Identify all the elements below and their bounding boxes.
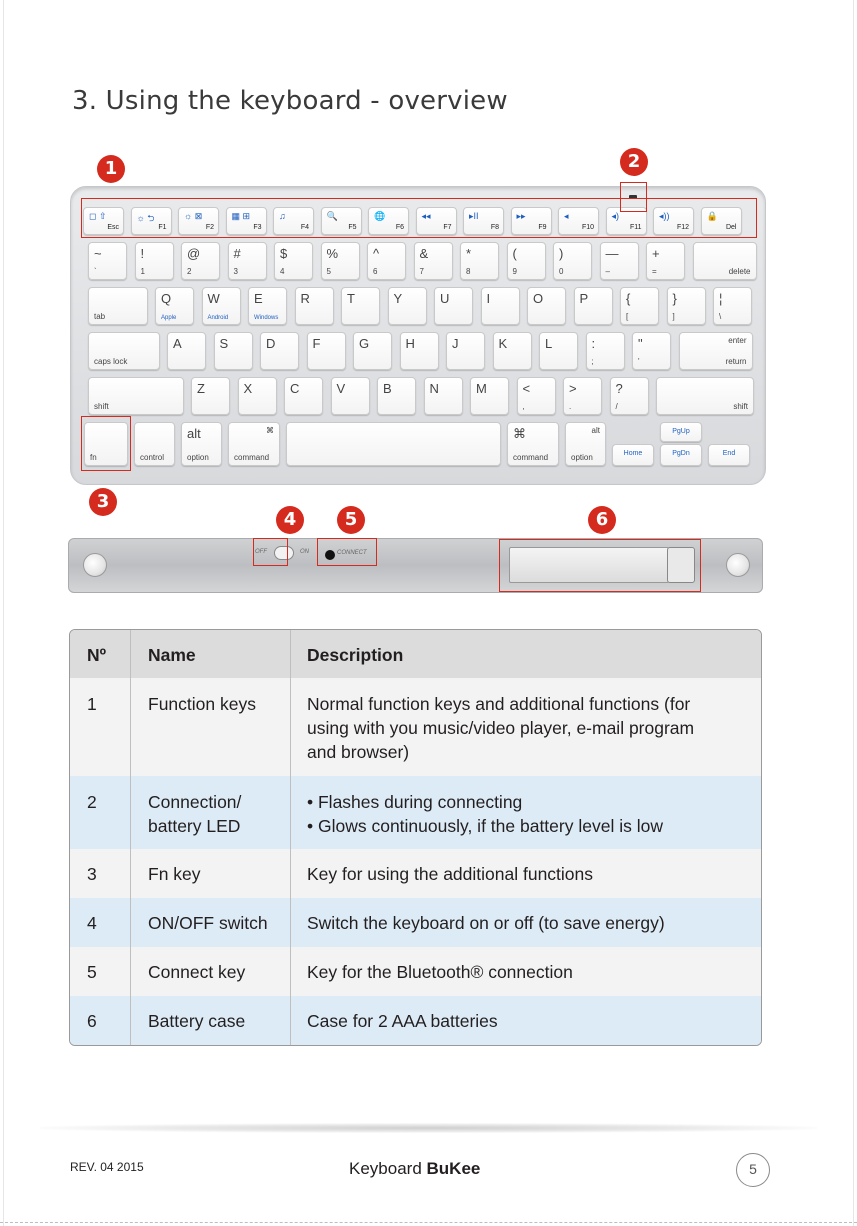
pgdn-key bbox=[660, 444, 702, 466]
fn-key-outline bbox=[81, 416, 131, 471]
row-desc-line: Normal function keys and additional functions (for bbox=[307, 694, 691, 714]
key-top: G bbox=[359, 336, 370, 351]
key-top: W bbox=[207, 291, 220, 306]
letter-key bbox=[167, 332, 206, 370]
key-bottom: / bbox=[615, 402, 618, 411]
key-top: $ bbox=[280, 246, 288, 261]
key-bottom: return bbox=[725, 357, 747, 366]
key-top: U bbox=[440, 291, 450, 306]
key-label: F5 bbox=[348, 224, 357, 231]
number-row-key bbox=[553, 242, 592, 280]
key-top: ⌘ bbox=[266, 426, 274, 435]
row-desc-line: • Flashes during connecting bbox=[307, 792, 523, 812]
row-name: Function keys bbox=[148, 694, 256, 714]
column-divider bbox=[130, 630, 131, 1045]
page-number: 5 bbox=[736, 1153, 770, 1187]
letter-key bbox=[424, 377, 463, 415]
key-icon: ☼ ⮌ bbox=[136, 213, 155, 223]
letter-key bbox=[388, 287, 427, 325]
letter-key bbox=[610, 377, 649, 415]
key-label: F4 bbox=[300, 224, 309, 231]
key-bottom: 1 bbox=[140, 267, 145, 276]
key-bottom: delete bbox=[728, 267, 751, 276]
key-top: I bbox=[486, 291, 491, 306]
key-top: — bbox=[605, 246, 619, 261]
marker-5: 5 bbox=[337, 506, 365, 534]
key-top: A bbox=[173, 336, 182, 351]
table-row bbox=[70, 849, 761, 898]
number-row-key bbox=[460, 242, 499, 280]
letter-key bbox=[88, 377, 184, 415]
key-top: * bbox=[466, 246, 472, 261]
letter-key bbox=[620, 287, 659, 325]
key-label: Home bbox=[623, 450, 643, 457]
key-bottom: ' bbox=[638, 357, 640, 366]
letter-key bbox=[679, 332, 753, 370]
key-icon: ◂◂ bbox=[421, 211, 431, 221]
connect-outline bbox=[317, 538, 377, 566]
key-label: F3 bbox=[253, 224, 262, 231]
key-bottom: ] bbox=[672, 312, 675, 321]
page-border-bottom bbox=[0, 1222, 857, 1223]
option-key-left bbox=[181, 422, 222, 466]
key-top: B bbox=[383, 381, 392, 396]
key-label: F7 bbox=[443, 224, 452, 231]
letter-key bbox=[88, 287, 148, 325]
header-name: Name bbox=[148, 645, 196, 665]
number-row-key bbox=[367, 242, 406, 280]
connect-label: CONNECT bbox=[337, 550, 367, 556]
row-desc: Switch the keyboard on or off (to save energy) bbox=[307, 913, 665, 933]
led-outline bbox=[620, 182, 647, 212]
marker-6: 6 bbox=[588, 506, 616, 534]
letter-key bbox=[88, 332, 160, 370]
key-top: E bbox=[254, 291, 263, 306]
key-top: } bbox=[672, 291, 677, 306]
key-label: F10 bbox=[581, 224, 594, 231]
key-bottom: 7 bbox=[419, 267, 424, 276]
number-row-key bbox=[693, 242, 757, 280]
key-label: F11 bbox=[629, 224, 642, 231]
letter-key bbox=[238, 377, 277, 415]
number-row-key bbox=[646, 242, 685, 280]
number-row-key bbox=[88, 242, 127, 280]
key-os-label: Windows bbox=[254, 315, 279, 321]
key-top: D bbox=[266, 336, 276, 351]
key-icon: ▸II bbox=[469, 211, 479, 221]
letter-key bbox=[539, 332, 578, 370]
key-bottom: 4 bbox=[280, 267, 285, 276]
function-keys-outline bbox=[81, 198, 757, 238]
key-label: End bbox=[722, 450, 736, 457]
key-bottom: . bbox=[569, 402, 572, 411]
number-row-key bbox=[321, 242, 360, 280]
key-top: ( bbox=[512, 246, 517, 261]
key-icon: 🔒 bbox=[706, 211, 718, 221]
page-border-left bbox=[3, 0, 4, 1226]
key-top: J bbox=[452, 336, 459, 351]
key-top: V bbox=[336, 381, 346, 396]
key-bottom: control bbox=[140, 453, 165, 462]
key-top: ) bbox=[559, 246, 564, 261]
battery-outline bbox=[499, 539, 701, 592]
number-row-key bbox=[228, 242, 267, 280]
revision-label: REV. 04 2015 bbox=[70, 1160, 144, 1174]
key-bottom: [ bbox=[626, 312, 629, 321]
row-desc-line: and browser) bbox=[307, 742, 410, 762]
key-top: P bbox=[579, 291, 589, 306]
header-description: Description bbox=[307, 645, 404, 665]
letter-key bbox=[307, 332, 346, 370]
off-label: OFF bbox=[255, 549, 267, 555]
key-label: F6 bbox=[395, 224, 404, 231]
key-top: alt bbox=[591, 426, 600, 435]
row-desc-line: • Glows continuously, if the battery level is low bbox=[307, 816, 663, 836]
command-key-left bbox=[228, 422, 280, 466]
key-icon: ☼ ⊠ bbox=[184, 211, 203, 221]
key-top: < bbox=[522, 381, 531, 396]
key-bottom: 6 bbox=[373, 267, 378, 276]
key-os-label: Android bbox=[207, 315, 229, 321]
letter-key bbox=[191, 377, 230, 415]
letter-key bbox=[667, 287, 706, 325]
column-divider bbox=[290, 630, 291, 1045]
footer-title-prefix: Keyboard bbox=[349, 1159, 427, 1178]
key-top: X bbox=[243, 381, 253, 396]
key-top: O bbox=[533, 291, 544, 306]
key-icon: 🔍 bbox=[326, 211, 338, 221]
key-top: N bbox=[429, 381, 439, 396]
letter-key bbox=[517, 377, 556, 415]
footer-title bbox=[349, 1159, 480, 1179]
key-bottom: 9 bbox=[512, 267, 517, 276]
row-desc-line: using with you music/video player, e-mail program bbox=[307, 718, 695, 738]
rubber-foot-right bbox=[726, 553, 750, 577]
letter-key bbox=[446, 332, 485, 370]
pgup-key bbox=[660, 422, 702, 442]
key-top: Q bbox=[161, 291, 172, 306]
control-key bbox=[134, 422, 175, 466]
key-top: F bbox=[312, 336, 321, 351]
key-top: H bbox=[405, 336, 415, 351]
table-row bbox=[70, 898, 761, 947]
key-bottom: 3 bbox=[233, 267, 238, 276]
row-desc: Key for the Bluetooth® connection bbox=[307, 962, 573, 982]
table-row bbox=[70, 947, 761, 996]
key-bottom: option bbox=[571, 453, 593, 462]
key-bottom: tab bbox=[94, 312, 106, 321]
row-name: Connect key bbox=[148, 962, 246, 982]
key-top: & bbox=[419, 246, 429, 261]
page-title: 3. Using the keyboard - overview bbox=[72, 86, 508, 116]
letter-key bbox=[155, 287, 194, 325]
space-bar bbox=[286, 422, 501, 466]
key-top: R bbox=[300, 291, 310, 306]
row-desc: Key for using the additional functions bbox=[307, 864, 594, 884]
table-row bbox=[70, 678, 761, 776]
key-os-label: Apple bbox=[161, 315, 177, 321]
key-top: + bbox=[652, 246, 660, 261]
row-name: ON/OFF switch bbox=[148, 913, 268, 933]
key-icon: 🌐 bbox=[374, 211, 386, 221]
letter-key bbox=[586, 332, 625, 370]
key-bottom: 0 bbox=[559, 267, 564, 276]
letter-key bbox=[632, 332, 671, 370]
key-top: { bbox=[626, 291, 631, 306]
key-bottom: fn bbox=[90, 453, 97, 462]
key-top: Y bbox=[393, 291, 403, 306]
key-top: Z bbox=[197, 381, 205, 396]
row-no: 2 bbox=[87, 792, 97, 812]
key-label: F9 bbox=[538, 224, 547, 231]
key-bottom: option bbox=[187, 453, 209, 462]
marker-3: 3 bbox=[89, 488, 117, 516]
page-border-right bbox=[853, 0, 854, 1226]
footer-divider bbox=[40, 1123, 817, 1133]
key-bottom: command bbox=[513, 453, 549, 462]
key-label: F12 bbox=[676, 224, 689, 231]
marker-2: 2 bbox=[620, 148, 648, 176]
key-icon: ▸▸ bbox=[516, 211, 526, 221]
key-top: # bbox=[233, 246, 241, 261]
key-bottom: 2 bbox=[187, 267, 192, 276]
key-bottom: = bbox=[652, 267, 657, 276]
letter-key bbox=[214, 332, 253, 370]
key-label: F1 bbox=[158, 224, 167, 231]
key-bottom: shift bbox=[733, 402, 748, 411]
key-top: M bbox=[476, 381, 487, 396]
key-label: PgUp bbox=[672, 428, 690, 435]
row-name-line: battery LED bbox=[148, 816, 241, 836]
key-icon: ▦ ⊞ bbox=[231, 211, 251, 221]
letter-key bbox=[434, 287, 473, 325]
key-top: ¦ bbox=[719, 291, 723, 306]
number-row-key bbox=[274, 242, 313, 280]
key-top: ⌘ bbox=[513, 426, 526, 441]
key-bottom: – bbox=[605, 267, 610, 276]
key-top: enter bbox=[728, 336, 747, 345]
letter-key bbox=[260, 332, 299, 370]
letter-key bbox=[284, 377, 323, 415]
letter-key bbox=[527, 287, 566, 325]
table-row bbox=[70, 776, 761, 849]
letter-key bbox=[353, 332, 392, 370]
key-bottom: 5 bbox=[326, 267, 331, 276]
key-bottom: ` bbox=[94, 267, 97, 276]
key-top: alt bbox=[187, 426, 201, 441]
key-top: ? bbox=[615, 381, 623, 396]
switch-outline bbox=[253, 538, 288, 566]
key-top: L bbox=[545, 336, 553, 351]
letter-key bbox=[574, 287, 613, 325]
letter-key bbox=[248, 287, 287, 325]
key-top: : bbox=[591, 336, 596, 351]
header-no: Nº bbox=[87, 645, 107, 665]
row-no: 6 bbox=[87, 1011, 97, 1031]
letter-key bbox=[470, 377, 509, 415]
key-label: PgDn bbox=[672, 450, 690, 457]
key-icon: ◻ ⇧ bbox=[89, 211, 107, 221]
key-icon: ◂) bbox=[611, 211, 620, 221]
letter-key bbox=[377, 377, 416, 415]
letter-key bbox=[481, 287, 520, 325]
number-row-key bbox=[181, 242, 220, 280]
number-row-key bbox=[600, 242, 639, 280]
key-top: C bbox=[290, 381, 300, 396]
marker-1: 1 bbox=[97, 155, 125, 183]
key-label: F8 bbox=[490, 224, 499, 231]
row-name: Battery case bbox=[148, 1011, 246, 1031]
key-top: " bbox=[638, 336, 643, 351]
home-key bbox=[612, 444, 654, 466]
row-desc: Case for 2 AAA batteries bbox=[307, 1011, 498, 1031]
letter-key bbox=[202, 287, 241, 325]
key-top: @ bbox=[187, 246, 201, 261]
letter-key bbox=[713, 287, 752, 325]
footer-title-brand: BuKee bbox=[426, 1159, 481, 1178]
key-label: Del bbox=[725, 224, 737, 231]
letter-key bbox=[341, 287, 380, 325]
key-bottom: command bbox=[234, 453, 270, 462]
key-icon: ◂ bbox=[564, 211, 569, 221]
row-no: 3 bbox=[87, 864, 97, 884]
marker-4: 4 bbox=[276, 506, 304, 534]
key-label: F2 bbox=[205, 224, 214, 231]
letter-key bbox=[493, 332, 532, 370]
key-bottom: caps lock bbox=[94, 357, 128, 366]
key-top: ! bbox=[140, 246, 145, 261]
key-bottom: , bbox=[522, 402, 525, 411]
key-icon: ♫ bbox=[279, 211, 286, 221]
rubber-foot-left bbox=[83, 553, 107, 577]
key-label: Esc bbox=[107, 224, 119, 231]
row-name: Fn key bbox=[148, 864, 201, 884]
key-top: % bbox=[326, 246, 339, 261]
key-bottom: 8 bbox=[466, 267, 471, 276]
letter-key bbox=[656, 377, 754, 415]
number-row-key bbox=[507, 242, 546, 280]
command-key-right bbox=[507, 422, 559, 466]
row-no: 5 bbox=[87, 962, 97, 982]
key-icon: ◂)) bbox=[659, 211, 670, 221]
key-top: > bbox=[569, 381, 577, 396]
number-row-key bbox=[414, 242, 453, 280]
letter-key bbox=[295, 287, 334, 325]
letter-key bbox=[563, 377, 602, 415]
letter-key bbox=[331, 377, 370, 415]
row-no: 1 bbox=[87, 694, 97, 714]
number-row-key bbox=[135, 242, 174, 280]
key-top: T bbox=[347, 291, 355, 306]
overview-table bbox=[69, 629, 762, 1046]
key-top: K bbox=[498, 336, 508, 351]
key-top: ^ bbox=[373, 246, 380, 261]
row-no: 4 bbox=[87, 913, 97, 933]
key-bottom: ; bbox=[591, 357, 594, 366]
key-bottom: shift bbox=[94, 402, 109, 411]
table-header bbox=[70, 630, 761, 678]
key-top: ~ bbox=[94, 246, 102, 261]
table-row bbox=[70, 996, 761, 1046]
on-label: ON bbox=[300, 549, 309, 555]
letter-key bbox=[400, 332, 439, 370]
key-top: S bbox=[219, 336, 229, 351]
key-bottom: \ bbox=[719, 312, 722, 321]
option-key-right bbox=[565, 422, 606, 466]
end-key bbox=[708, 444, 750, 466]
row-name-line: Connection/ bbox=[148, 792, 242, 812]
